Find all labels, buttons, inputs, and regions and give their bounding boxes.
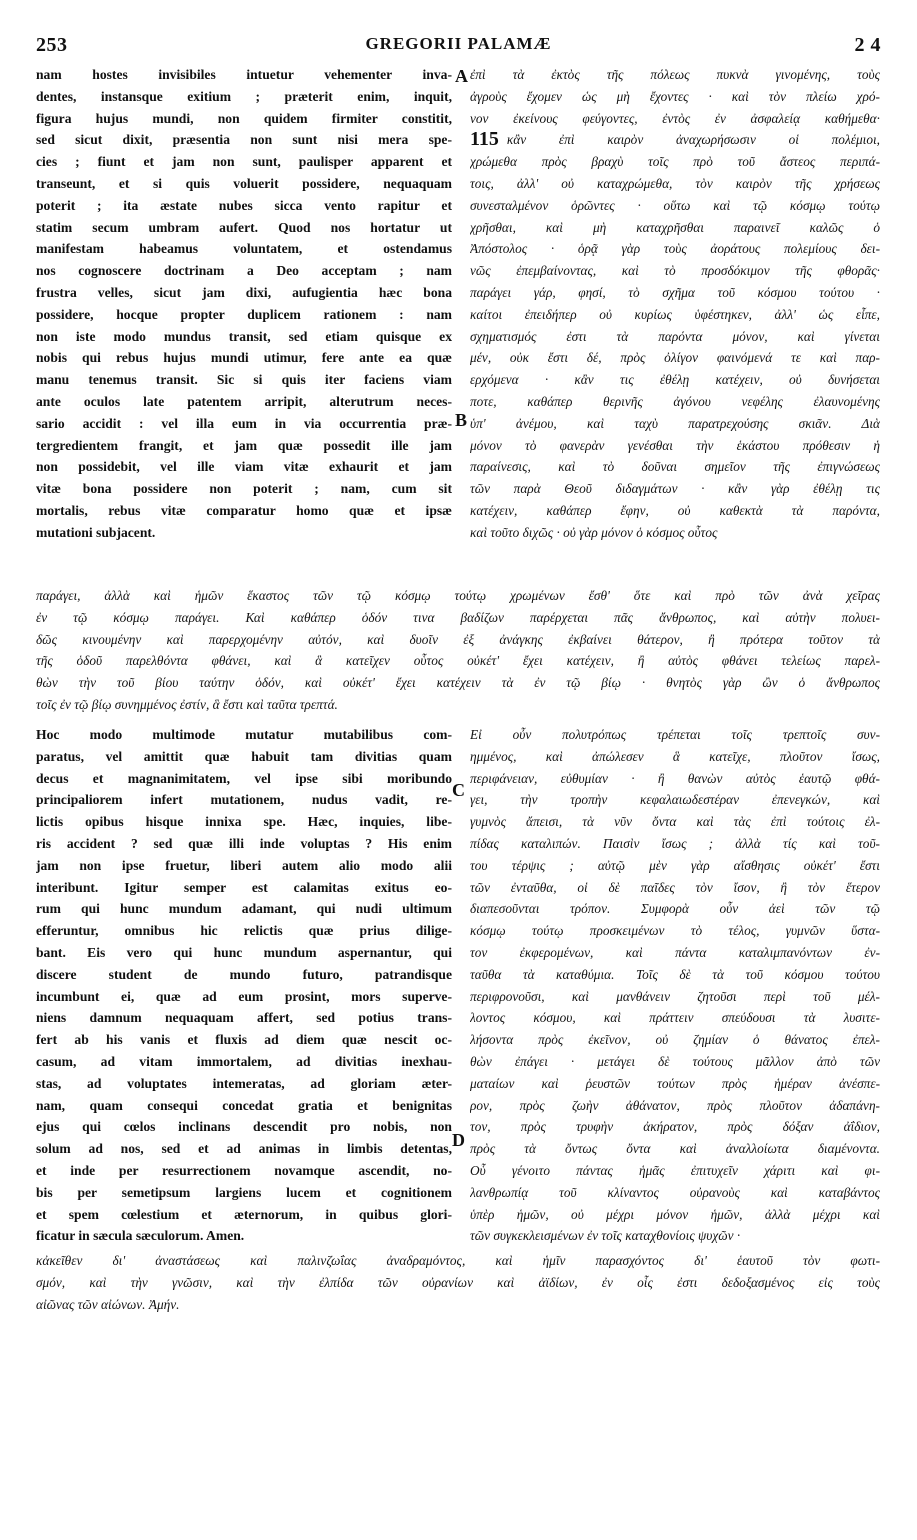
text-line: συνεσταλμένον ὁρῶντες · οὕτω καὶ τῷ κόσμῳ τούτῳ xyxy=(470,197,880,213)
text-line: γυμνὸς ἄπεισι, τὰ νῦν ὄντα καὶ τὰς ἐπὶ τούτοις ἐλ- xyxy=(470,814,880,830)
greek-full-width-2 xyxy=(36,1250,880,1315)
section-number: 115 xyxy=(470,129,499,151)
text-line: τοις, ἀλλ' οὐ καταχρώμεθα, τὸν καιρὸν τῆς χρήσεως xyxy=(470,175,880,191)
text-line: περιφρονοῦσι, καὶ μανθάνειν ζητοῦσι περὶ τοῦ μέλ- xyxy=(470,988,880,1004)
text-line: σμόν, καὶ τὴν γνῶσιν, καὶ τὴν ἐλπίδα τῶν οὐρανίων καὶ ἀϊδίων, ἐν οἷς ἐστι δεδοξασμένος εἰς τοὺς xyxy=(36,1274,880,1290)
text-line: ἀγροὺς ἔχομεν ὡς μὴ ἔχοντες · καὶ τὸν πλείω χρό- xyxy=(470,88,880,104)
greek-column-bottom xyxy=(470,724,880,1247)
text-line: ejus qui cœlos inclinans descendit pro nobis, non xyxy=(36,1119,452,1135)
text-line: νῶς ἐπεμβαίνοντας, καὶ τὸ προσδόκιμον τῆς φθορᾶς· xyxy=(470,263,880,279)
text-line: αἰῶνας τῶν αἰώνων. Ἀμήν. xyxy=(36,1296,180,1312)
text-line: casum, ad vitam immortalem, ad divitias inexhau- xyxy=(36,1053,452,1069)
text-line: τοῖς ἐν τῷ βίῳ συνημμένος ἐστίν, ἃ ἔστι καὶ ταῦτα τρεπτά. xyxy=(36,696,338,712)
text-line: efferuntur, omnibus hic relictis quæ prius dilige- xyxy=(36,923,452,939)
running-title: GREGORII PALAMÆ xyxy=(365,34,552,53)
text-line: θὼν τὴν τοῦ βίου ταύτην ὁδόν, καὶ οὐκέτ' ἔχει κατέχειν τὰ ἐν τῷ βίῳ · θνητὸς γὰρ ὢν ὁ ἄνθρωπος xyxy=(36,675,880,691)
text-line: figura hujus mundi, non quidem firmiter constitit, xyxy=(36,110,452,126)
text-line: Εἰ οὖν πολυτρόπως τρέπεται τοῖς τρεπτοῖς συν- xyxy=(470,727,880,742)
text-line: πίδας καταλιπών. Παισὶν ἴσως ; ἀλλὰ τίς καὶ τοῦ- xyxy=(470,835,880,851)
text-line: πρὸς τὰ ὄντως ὄντα καὶ ἀναλλοίωτα διαμένοντα. xyxy=(470,1141,880,1157)
text-line: τῆς ὁδοῦ παρελθόντα φθάνει, καὶ ἃ κατεῖχεν οὗτος οὐκέτ' ἔχει κατέχειν, ἢ αὐτὸς φθάνει τελείως παρελ- xyxy=(36,653,880,669)
text-line: ταῦθα τὰ καταθύμια. Τοῖς δὲ τὰ τοῦ κόσμου τούτου xyxy=(470,966,880,982)
text-line: dentes, instansque exitium ; præterit enim, inquit, xyxy=(36,88,452,104)
text-line: τῶν συγκεκλεισμένων ἐν τοῖς καταχθονίοις ψυχῶν · xyxy=(470,1228,741,1244)
text-line: transeunt, et si quis voluerit possidere, nequaquam xyxy=(36,175,452,191)
text-line: ποτε, καθάπερ θερινῆς ἀγόνου νεφέλης ἐλαυνομένης xyxy=(470,393,880,409)
text-line: ante oculos late patentem arripit, alterutrum neces- xyxy=(36,393,452,409)
text-line: nam hostes invisibiles intuetur vehementer inva- xyxy=(36,67,452,82)
text-line: lictis opibus hisque innixa spe. Hæc, inquies, libe- xyxy=(36,814,452,830)
text-line: et spem cœlestium et æternorum, in quibus glori- xyxy=(36,1206,452,1222)
text-line: χρῆσθαι, καὶ μὴ καταχρῆσθαι παραινεῖ καλῶς ὁ xyxy=(470,219,880,235)
text-line: παράγει, ἀλλὰ καὶ ἡμῶν ἕκαστος τῶν τῷ κόσμῳ τούτῳ χρωμένων ἔσθ' ὅτε καὶ πρὸ τῶν ἀνὰ χεῖρας xyxy=(36,588,880,603)
text-line: τον ἐκφερομένων, καὶ πάντα καταλιμπανόντων ἐν- xyxy=(470,944,880,960)
text-line: νον ἐκείνους φεύγοντες, ἐντὸς ἐν ἀσφαλείᾳ καθήμεθα· xyxy=(470,110,880,126)
text-line: niens damnum nequaquam affert, sed potius trans- xyxy=(36,1010,452,1026)
text-line: manu tenemus transit. Sic si quis iter faciens viam xyxy=(36,372,452,388)
text-line: possidere, hocque propter duplicem rationem : nam xyxy=(36,306,452,322)
text-line: sario accidit : vel illa eum in via occurrentia præ- xyxy=(36,415,452,431)
text-line: nam, quam consequi concedat gratia et benignitas xyxy=(36,1097,452,1113)
text-line: Hoc modo multimode mutatur mutabilibus com- xyxy=(36,727,452,742)
greek-full-width-1 xyxy=(36,585,880,716)
text-line: καίτοι ἐπειδήπερ οὐ κυρίως ὑφέστηκεν, ἀλλ' ὡς εἶπε, xyxy=(470,306,880,322)
text-line: διαπεσοῦνται τρόπον. Συμφορὰ οὖν ἀεὶ τῶν τῷ xyxy=(470,901,880,917)
text-line: nos cognoscere doctrinam a Deo acceptam ; nam xyxy=(36,263,452,279)
text-line: ερχόμενα · κἂν τις ἐθέλῃ κατέχειν, οὐ δυνήσεται xyxy=(470,372,880,388)
text-line-remainder: κἂν ἐπὶ καιρὸν ἀναχωρήσωσιν οἱ πολέμιοι, xyxy=(506,132,880,148)
text-line: ὑπ' ἀνέμου, καὶ ταχὺ παρατρεχούσης σκιᾶν. Διὰ xyxy=(470,415,880,431)
latin-column-bottom xyxy=(36,724,452,1247)
text-line: non iste modo mundus transit, sed etiam quisque ex xyxy=(36,328,452,344)
text-line: γει, τὴν τροπὴν κεφαλαιωδεστέραν ἐπενεγκών, καὶ xyxy=(470,792,880,808)
text-line xyxy=(470,129,880,151)
text-line: interibunt. Igitur semper est calamitas exitus eo- xyxy=(36,879,452,895)
text-line: decus et magnanimitatem, vel ipse sibi moribundo xyxy=(36,770,452,786)
text-line: jam non ipse fruetur, liberi autem alio modo alii xyxy=(36,857,452,873)
text-line: stas, ad voluptates intemeratas, ad gloriam æter- xyxy=(36,1075,452,1091)
text-line: τον, πρὸς τρυφὴν ἀκήρατον, πρὸς δόξαν ἀΐδιον, xyxy=(470,1119,880,1135)
text-line: του τέρψις ; αὐτῷ μὲν γὰρ αἴσθησις οὐκέτ' ἔστι xyxy=(470,857,880,873)
text-line: περιφάνειαν, εὐθυμίαν · ἢ θανὼν αὐτὸς ἑαυτῷ φθά- xyxy=(470,770,880,786)
text-line: σχηματισμός ἐστι τὰ παρόντα μόνον, καὶ γίνεται xyxy=(470,328,880,344)
text-line: paratus, vel amittit quæ habuit tam divitias quam xyxy=(36,748,452,764)
text-line: χρώμεθα πρὸς βραχὺ τοῖς πρὸ τοῦ ἄστεος περιπά- xyxy=(470,154,880,170)
margin-marker-c: C xyxy=(452,780,465,800)
text-line: frustra velles, sicut jam dixi, aufugientia hæc bona xyxy=(36,284,452,300)
text-line: κἀκεῖθεν δι' ἀναστάσεως καὶ παλινζωΐας ἀναδραμόντος, καὶ ἡμῖν παρασχόντος δι' ἑαυτοῦ τὸν φωτι- xyxy=(36,1253,880,1268)
text-line: τῶν παρὰ Θεοῦ διδαγμάτων · κἂν γὰρ ἐθέλῃ τις xyxy=(470,481,880,497)
text-line: τῶν ἐνταῦθα, οἱ δὲ παῖδες τὸν ἴσον, ἢ τὸν ἕτερον xyxy=(470,879,880,895)
text-line: nobis qui rebus hujus mundi utimur, fere ante ea quæ xyxy=(36,350,452,366)
text-line: μόνον τὸ φανερὰν γενέσθαι τὴν ἑκάστου πρόθεσιν ἡ xyxy=(470,437,880,453)
text-line: sed sicut dixit, præsentia non sunt nisi mera spe- xyxy=(36,132,452,148)
text-line: λοντος κόσμου, καὶ πράττειν σπεύδουσι τὰ λυσιτε- xyxy=(470,1010,880,1026)
text-line: discere student de mundo futuro, patrandisque xyxy=(36,966,452,982)
page-number: 253 xyxy=(36,34,68,56)
text-line: καὶ τοῦτο διχῶς · οὐ γὰρ μόνον ὁ κόσμος οὗτος xyxy=(470,524,718,540)
text-line: Ἀπόστολος · ὁρᾷ γὰρ τοὺς ἀοράτους πολεμίους δει- xyxy=(470,241,880,257)
text-line: παράγει γάρ, φησί, τὸ σχῆμα τοῦ κόσμου τούτου · xyxy=(470,284,880,300)
text-line: vitæ bona possidere non poterit ; nam, cum sit xyxy=(36,481,452,497)
margin-marker-d: D xyxy=(452,1130,465,1150)
text-line: λανθρωπίᾳ τοῦ κλίναντος οὐρανοὺς καὶ καταβάντος xyxy=(470,1184,880,1200)
text-line: ὑπὲρ ἡμῶν, οὐ μέχρι μόνον ἡμῶν, ἀλλὰ μέχρι καὶ xyxy=(470,1206,880,1222)
text-line: ris accident ? sed quæ illi inde voluptas ? His enim xyxy=(36,835,452,851)
text-line: statim secum umbram aufert. Quod nos hortatur ut xyxy=(36,219,452,235)
margin-marker-b: B xyxy=(455,410,468,430)
text-line: poterit ; ita æstate nubes sicca vento rapitur et xyxy=(36,197,452,213)
margin-marker-a: A xyxy=(455,66,468,86)
text-line: ficatur in sæcula sæculorum. Amen. xyxy=(36,1228,245,1244)
text-line: cies ; fiunt et jam non sunt, paulisper apparent et xyxy=(36,154,452,170)
text-line: λήσοντα πρὸς ἐκεῖνον, οὐ ζημίαν ὁ θάνατος ἐπελ- xyxy=(470,1032,880,1048)
text-line: κατέχειν, καθάπερ ἔφην, οὐ καθεκτὰ τὰ παρόντα, xyxy=(470,502,880,518)
text-line: principaliorem infert mutationem, nudus vadit, re- xyxy=(36,792,452,808)
text-line: ματαίων καὶ ῥευστῶν τούτων πρὸς ἡμέραν ἀνέσπε- xyxy=(470,1075,880,1091)
text-line: non possidebit, vel ille viam vitæ exhaurit et jam xyxy=(36,459,452,475)
text-line: fert ab his vanis et fluxis ad diem quæ nescit oc- xyxy=(36,1032,452,1048)
text-line: παραίνεσις, καὶ τὸ δοῦναι σημεῖον τῆς ἐπιγνώσεως xyxy=(470,459,880,475)
page-number-right: 2 4 xyxy=(854,34,881,56)
text-line: μέν, οὐκ ἔστι δέ, πρὸς ὀλίγον φαινόμενά τε καὶ παρ- xyxy=(470,350,880,366)
text-line: ἐν τῷ κόσμῳ παράγει. Καὶ καθάπερ ὁδόν τινα βαδίζων παρέρχεται πᾶς ἄνθρωπος, καὶ αὐτὴν πολυει- xyxy=(36,609,880,625)
text-line: bis per semetipsum largiens lucem et cognitionem xyxy=(36,1184,452,1200)
text-line: rum qui hunc mundum adamant, qui nudi ultimum xyxy=(36,901,452,917)
text-line: θὼν ἐπάγει · μετάγει δὲ τούτους μᾶλλον ἀπὸ τῶν xyxy=(470,1053,880,1069)
text-line: incumbunt ei, quæ ad eum prosint, mors superve- xyxy=(36,988,452,1004)
text-line: ἐπὶ τὰ ἐκτὸς τῆς πόλεως πυκνὰ γινομένης, τοὺς xyxy=(470,67,880,82)
text-line: Οὗ γένοιτο πάντας ἡμᾶς ἐπιτυχεῖν χάριτι καὶ φι- xyxy=(470,1162,880,1178)
text-line: bant. Eis vero qui hunc mundum aspernantur, qui xyxy=(36,944,452,960)
text-line: tergredientem frangit, et jam quæ possedit ille jam xyxy=(36,437,452,453)
text-line: mortalis, rebus vitæ comparatur homo quæ et ipsæ xyxy=(36,502,452,518)
text-line: δῶς κινουμένην καὶ παρερχομένην αὐτόν, καὶ δυοῖν ἐξ ἀνάγκης ἐκβαίνει θάτερον, ἢ πρότερα τοῦτον τὰ xyxy=(36,631,880,647)
latin-column-top xyxy=(36,64,452,544)
text-line: ρον, πρὸς ζωὴν ἀθάνατον, πρὸς πλοῦτον ἀδαπάνη- xyxy=(470,1097,880,1113)
text-line: solum ad nos, sed et ad animas in limbis detentas, xyxy=(36,1141,452,1157)
text-line: et inde per resurrectionem novamque ascendit, no- xyxy=(36,1162,452,1178)
text-line: ημμένος, καὶ ἀπώλεσεν ἃ κατεῖχε, πλοῦτον ἴσως, xyxy=(470,748,880,764)
greek-column-top xyxy=(470,64,880,544)
text-line: mutationi subjacent. xyxy=(36,524,156,540)
text-line: manifestam habeamus voluntatem, et ostendamus xyxy=(36,241,452,257)
text-line: κόσμῳ τούτῳ προσκειμένων τὸ τέλος, γυμνῶν ὕστα- xyxy=(470,923,880,939)
